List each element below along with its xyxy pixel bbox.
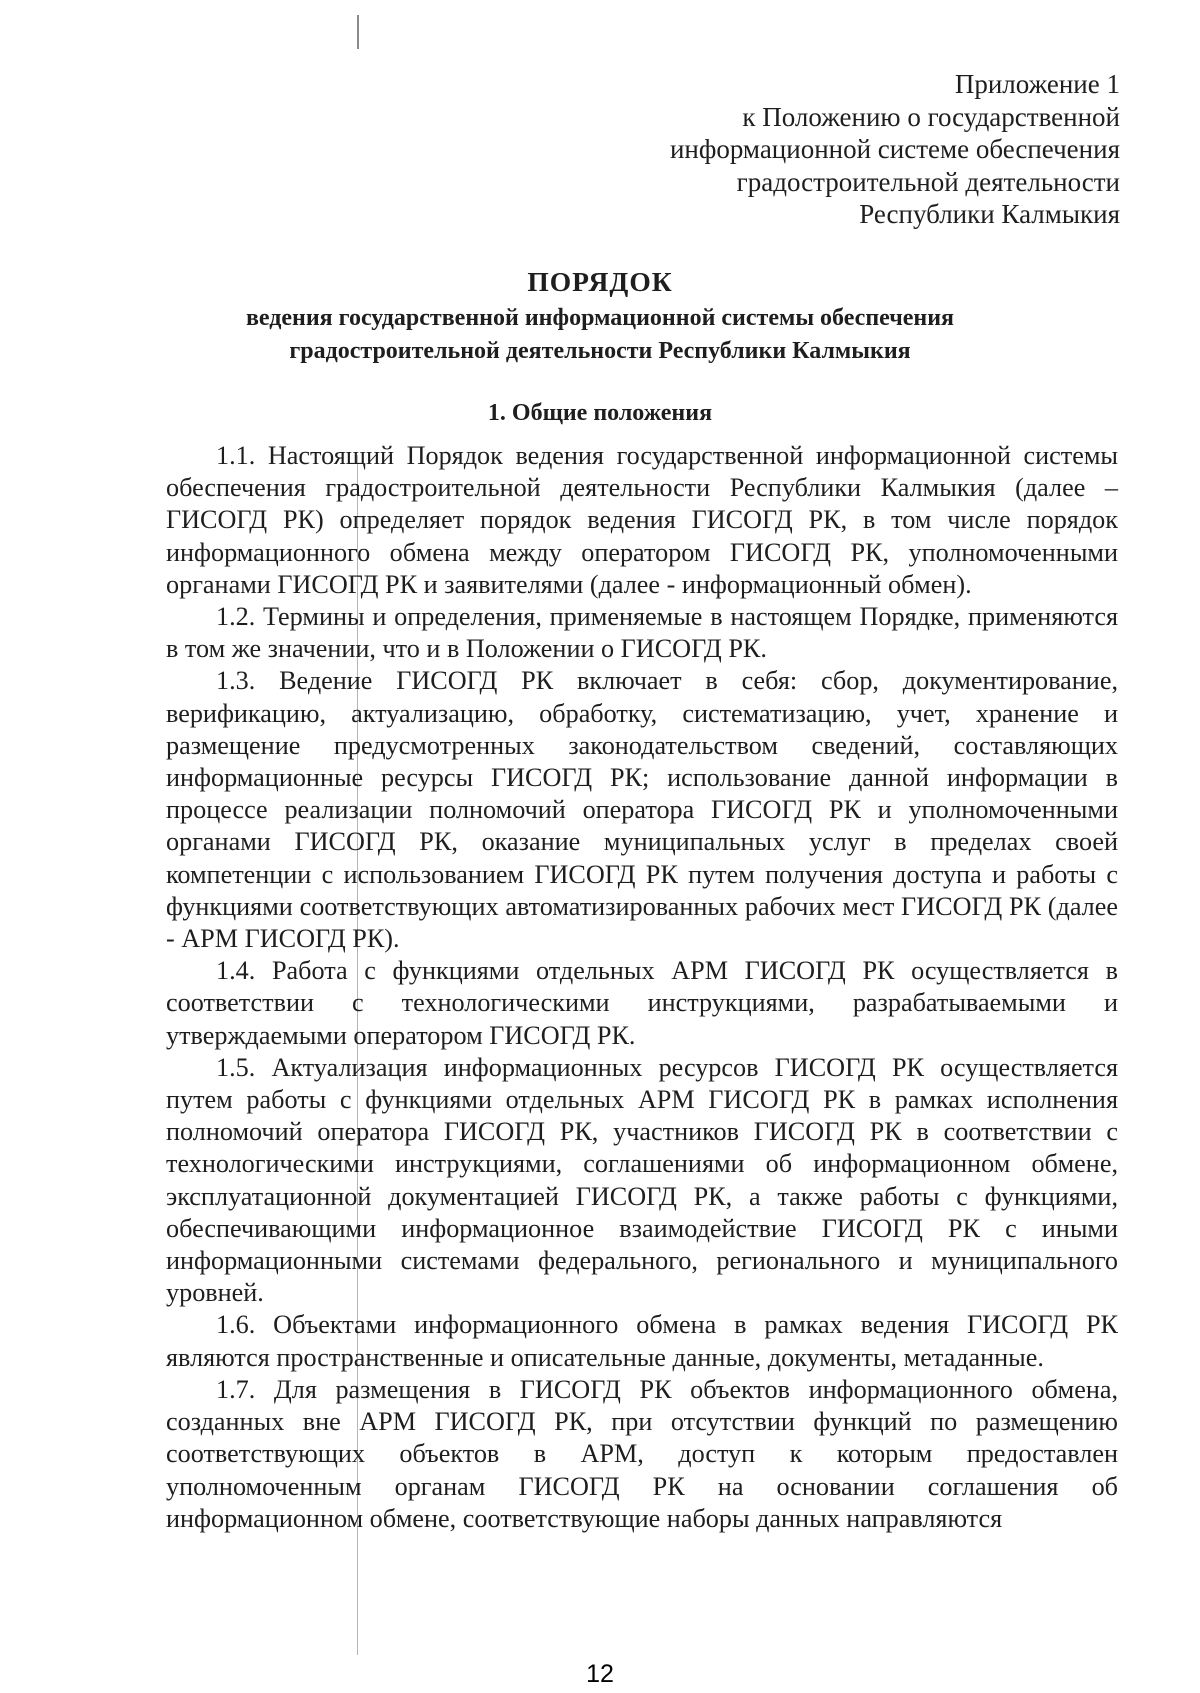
subtitle-line: градостроительной деятельности Республики Калмыкия: [289, 338, 911, 364]
paragraph-1-2: 1.2. Термины и определения, применяемые в настоящем Порядке, применяются в том же значении, что и в Положении о ГИСОГД РК.: [166, 602, 1118, 664]
document-title: ПОРЯДОК: [527, 266, 673, 297]
document-subtitle: [150, 302, 1050, 368]
section-body: [166, 440, 1118, 1535]
appendix-line: Приложение 1: [954, 69, 1120, 99]
subtitle-line: ведения государственной информационной системы обеспечения: [245, 305, 955, 331]
appendix-line: информационной системе обеспечения: [669, 134, 1120, 164]
appendix-line: к Положению о государственной: [742, 101, 1120, 132]
page-number: 12: [586, 1660, 614, 1688]
paragraph-1-6: 1.6. Объектами информационного обмена в рамках ведения ГИСОГД РК являются пространственные и описательные данные, документы, метаданные.: [166, 1310, 1118, 1372]
appendix-header: [520, 68, 1120, 231]
paragraph-1-5: 1.5. Актуализация информационных ресурсов ГИСОГД РК осуществляется путем работы с функциями отдельных АРМ ГИСОГД РК в рамках исполнения полномочий оператора ГИСОГД РК, участников ГИСОГД РК в соответствии с технологическими инструкциями, соглашениями об информационном обмене, эксплуатационной документацией ГИСОГД РК, а также работы с функциями, обеспечивающими информационное взаимодействие ГИСОГД РК с иными информационными системами федерального, регионального и муниципального уровней.: [166, 1052, 1118, 1308]
paragraph-1-7: 1.7. Для размещения в ГИСОГД РК объектов информационного обмена, созданных вне АРМ ГИСОГД РК, при отсутствии функций по размещению соответствующих объектов в АРМ, доступ к которым предоставлен уполномоченным органам ГИСОГД РК на основании соглашения об информационном обмене, соответствующие наборы данных направляются: [166, 1374, 1118, 1533]
appendix-line: Республики Калмыкия: [859, 199, 1120, 229]
appendix-line: градостроительной деятельности: [736, 166, 1120, 197]
paragraph-1-3: 1.3. Ведение ГИСОГД РК включает в себя: сбор, документирование, верификацию, актуализацию, обработку, систематизацию, учет, хранение и размещение предусмотренных законодательством сведений, составляющих информационные ресурсы ГИСОГД РК; использование данной информации в процессе реализации полномочий оператора ГИСОГД РК и уполномоченными органами ГИСОГД РК, оказание муниципальных услуг в пределах своей компетенции с использованием ГИСОГД РК путем получения доступа и работы с функциями соответствующих автоматизированных рабочих мест ГИСОГД РК (далее - АРМ ГИСОГД РК).: [166, 666, 1118, 954]
paragraph-1-4: 1.4. Работа с функциями отдельных АРМ ГИСОГД РК осуществляется в соответствии с технологическими инструкциями, разрабатываемыми и утверждаемыми оператором ГИСОГД РК.: [166, 956, 1118, 1050]
scan-artifact-line: [357, 15, 359, 49]
section-heading: 1. Общие положения: [487, 400, 713, 426]
paragraph-1-1: 1.1. Настоящий Порядок ведения государственной информационной системы обеспечения градостроительной деятельности Республики Калмыкия (далее – ГИСОГД РК) определяет порядок ведения ГИСОГД РК, в том числе порядок информационного обмена между оператором ГИСОГД РК, уполномоченными органами ГИСОГД РК и заявителями (далее - информационный обмен).: [166, 441, 1118, 599]
